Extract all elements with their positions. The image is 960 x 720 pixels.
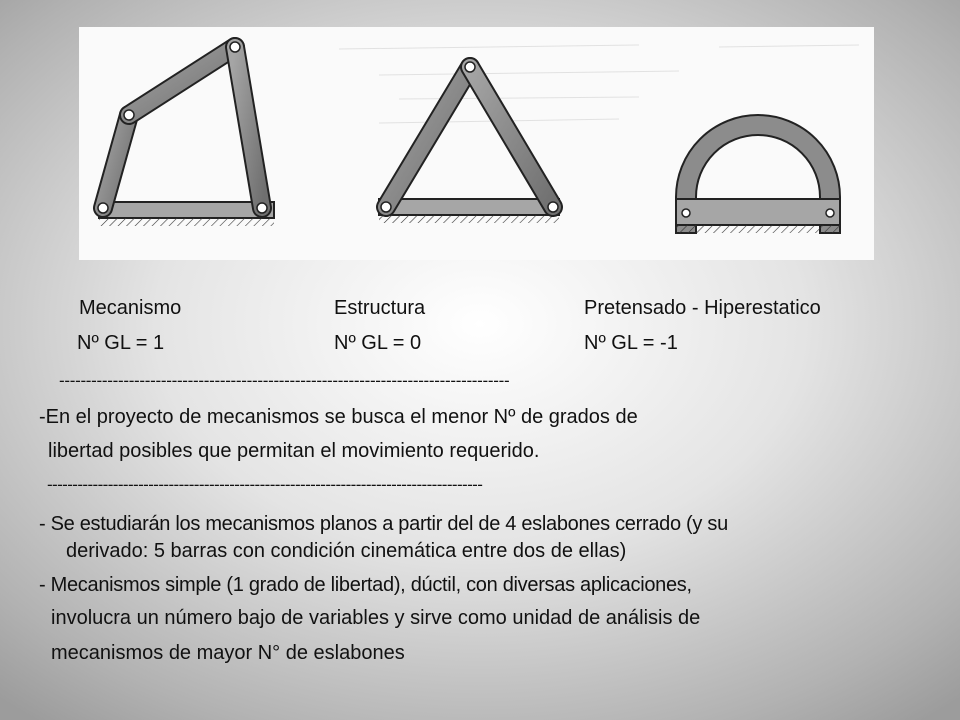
pin-joint [826,209,834,217]
pin-joint [98,203,108,213]
paragraph-line: libertad posibles que permitan el movimiento requerido. [48,440,540,462]
pin-joint [230,42,240,52]
triangle-structure [379,62,559,223]
separator-line: ------------------------------------------------------------------------------------ [59,371,510,390]
label-estructura: Estructura [334,297,426,319]
ground-link [99,202,274,218]
bullet-line: - Mecanismos simple (1 grado de libertad), dúctil, con diversas aplicaciones, [39,574,692,596]
ground-hatch [379,215,559,223]
ground-link [676,199,840,225]
pin-joint [682,209,690,217]
paragraph-line: -En el proyecto de mecanismos se busca el menor Nº de grados de [39,406,638,428]
arch-structure [676,115,840,233]
bullet-line: derivado: 5 barras con condición cinemática entre dos de ellas) [66,540,627,562]
gl-estructura: Nº GL = 0 [334,332,422,354]
label-pretensado: Pretensado - Hiperestatico [584,297,821,319]
pin-joint [124,110,134,120]
bullet-line: involucra un número bajo de variables y sirve como unidad de análisis de [51,607,701,629]
gl-mecanismo: Nº GL = 1 [77,332,165,354]
label-mecanismo: Mecanismo [79,297,182,319]
ground-link [379,199,559,215]
pin-joint [257,203,267,213]
pin-joint [548,202,558,212]
gl-pretensado: Nº GL = -1 [584,332,678,354]
ground-hatch [676,225,840,233]
bullet-line: - Se estudiarán los mecanismos planos a partir del de 4 eslabones cerrado (y su [39,513,728,535]
mechanism-figure [79,27,874,260]
ground-hatch [99,218,274,226]
pin-joint [465,62,475,72]
pin-joint [381,202,391,212]
four-bar-mechanism [98,42,274,226]
bullet-line: mecanismos de mayor N° de eslabones [51,642,405,664]
separator-line: -------------------------------------------------------------------------------------- [47,475,483,494]
